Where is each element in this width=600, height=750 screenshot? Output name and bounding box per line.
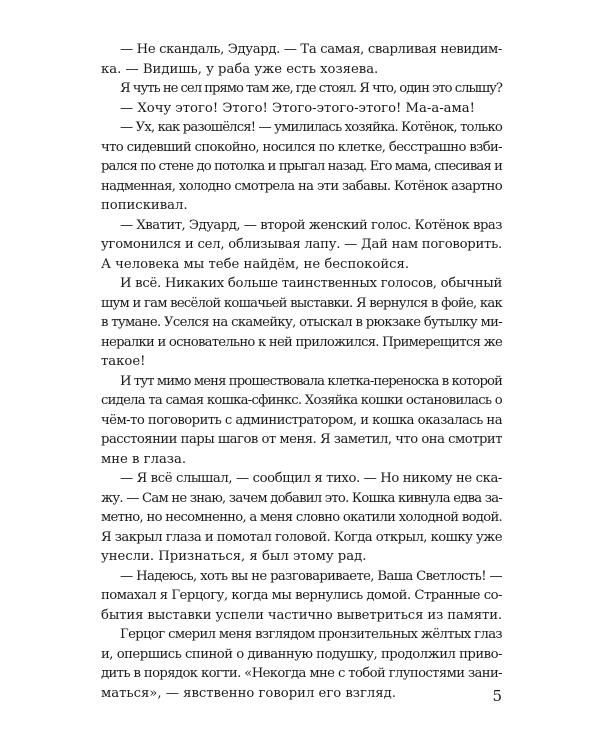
text-line: Я чуть не сел прямо там же, где стоял. Я что, один это слышу? — [120, 81, 502, 96]
paragraph — [101, 625, 502, 703]
text-line: сидела та самая кошка-сфинкс. Хозяйка кошки остановилась о — [101, 393, 502, 408]
text-line: дить в порядок когти. «Некогда мне с тобой глупостями зани- — [101, 666, 502, 681]
text-line: Я закрыл глаза и помотал головой. Когда открыл, кошку уже — [101, 529, 502, 545]
text-line: помахал я Герцогу, когда мы вернулись домой. Странные со- — [101, 588, 502, 603]
text-line: — Хватит, Эдуард, — второй женский голос. Котёнок враз — [120, 217, 502, 233]
text-line: жу. — Сам не знаю, зачем добавил это. Кошка кивнула едва за- — [101, 490, 503, 506]
text-line: унесли. Признаться, я был этому рад. — [101, 549, 367, 564]
text-line: маться», — явственно говорил его взгляд. — [101, 685, 396, 701]
text-line: — Надеюсь, хоть вы не разговариваете, Ваша Светлость! — — [120, 568, 503, 584]
paragraph — [101, 469, 502, 567]
text-line: угомонился и сел, облизывая лапу. — Дай нам поговорить. — [101, 237, 502, 252]
text-line: нералки и основательно к ней приложился. Примерещится же — [101, 334, 503, 350]
body-text — [101, 40, 502, 703]
text-line: — Ух, как разошёлся! — умилилась хозяйка. Котёнок, только — [120, 120, 502, 135]
paragraph — [101, 79, 502, 99]
paragraph — [101, 216, 502, 275]
text-line: — Я всё слышал, — сообщил я тихо. — Но никому не ска- — [120, 471, 502, 486]
text-line: — Не скандаль, Эдуард. — Та самая, сварливая невидим- — [120, 42, 503, 57]
text-line: И всё. Никаких больше таинственных голосов, обычный — [120, 276, 502, 291]
text-line: что сидевший спокойно, носился по клетке, бесстрашно взби- — [101, 139, 502, 155]
text-line: Герцог смерил меня взглядом пронзительных жёлтых глаз — [120, 627, 502, 642]
text-line: попискивал. — [101, 198, 188, 213]
paragraph — [101, 118, 502, 216]
paragraph — [101, 40, 502, 79]
text-line: — Хочу этого! Этого! Этого-этого-этого! Ма-а-ама! — [120, 100, 475, 116]
text-line: рался по стене до потолка и прыгал назад. Его мама, спесивая и — [101, 159, 502, 174]
text-line: мне в глаза. — [101, 451, 187, 467]
paragraph — [101, 372, 502, 470]
paragraph — [101, 274, 502, 372]
text-line: метно, но несомненно, а меня словно окатили холодной водой. — [101, 510, 502, 525]
paragraph — [101, 567, 502, 626]
page-number: 5 — [492, 687, 502, 705]
text-line: бытия выставки успели частично выветриться из памяти. — [101, 607, 502, 623]
text-line: и, опершись спиной о диванную подушку, продолжил приво- — [101, 646, 502, 662]
text-line: надменная, холодно смотрела на эти забавы. Котёнок азартно — [101, 178, 502, 194]
text-line: расстоянии пары шагов от меня. Я заметил, что она смотрит — [101, 432, 503, 447]
text-line: чём-то поговорить с администратором, и кошка оказалась на — [101, 412, 503, 428]
paragraph — [101, 99, 502, 119]
text-line: шум и гам весёлой кошачьей выставки. Я вернулся в фойе, как — [101, 295, 502, 311]
text-line: А человека мы тебе найдём, не беспокойся. — [101, 256, 410, 272]
text-line: такое! — [101, 354, 146, 369]
text-line: И тут мимо меня прошествовала клетка-переноска в которой — [120, 373, 502, 389]
text-line: в тумане. Уселся на скамейку, отыскал в рюкзаке бутылку ми- — [101, 315, 502, 330]
text-line: ка. — Видишь, у раба уже есть хозяева. — [101, 61, 379, 77]
